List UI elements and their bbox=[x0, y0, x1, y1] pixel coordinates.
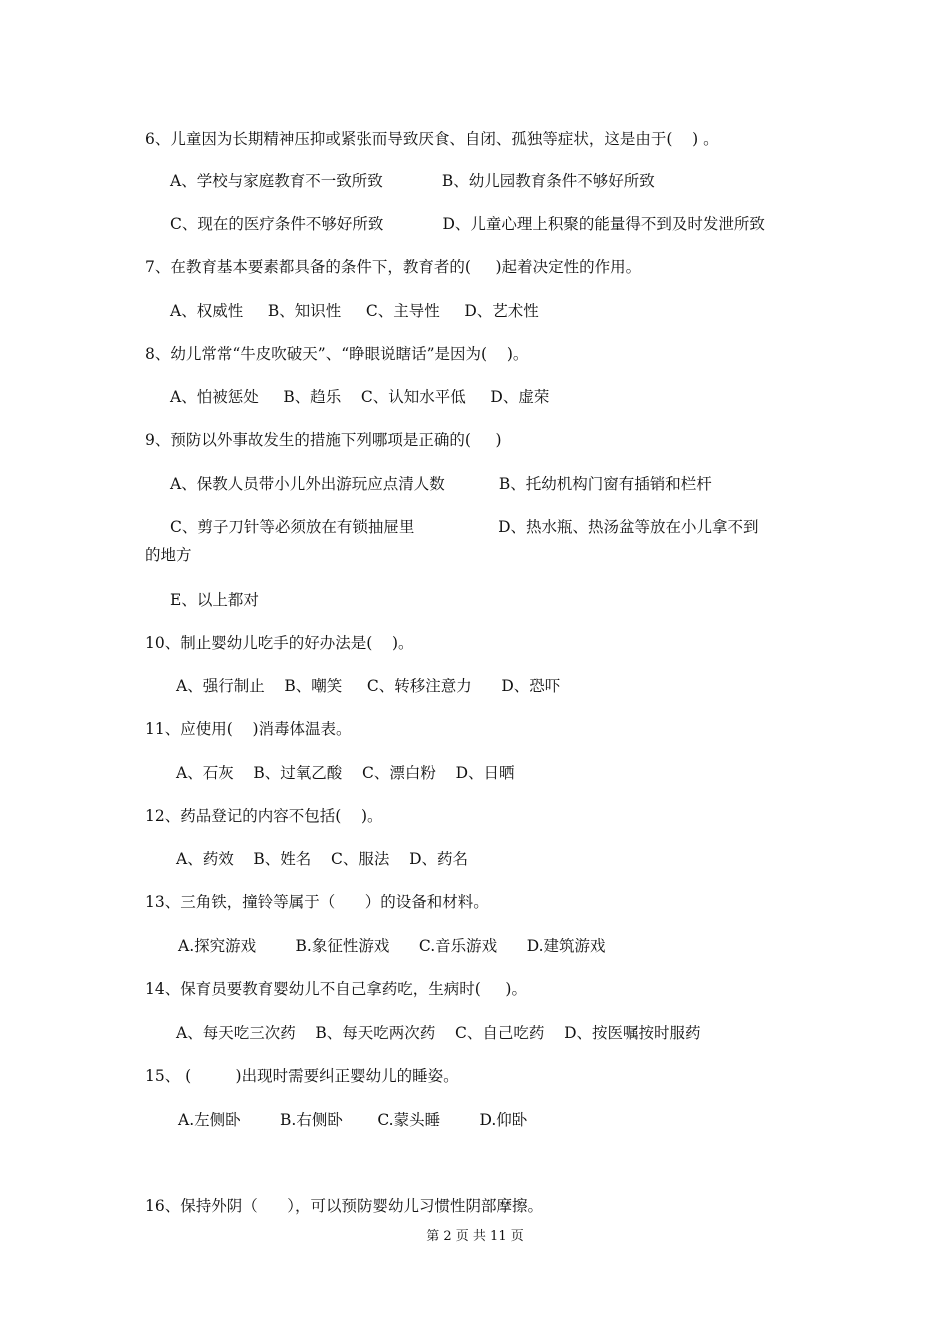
question-11: 11、应使用( )消毒体温表。 bbox=[145, 720, 352, 738]
question-7: 7、在教育基本要素都具备的条件下，教育者的( )起着决定性的作用。 bbox=[145, 258, 642, 276]
question-12-options: A、药效 B、姓名 C、服法 D、药名 bbox=[176, 850, 468, 868]
question-9-options-ab: A、保教人员带小儿外出游玩应点清人数 B、托幼机构门窗有插销和栏杆 bbox=[170, 475, 712, 493]
question-10: 10、制止婴幼儿吃手的好办法是( )。 bbox=[145, 634, 414, 652]
question-10-options: A、强行制止 B、嘲笑 C、转移注意力 D、恐吓 bbox=[176, 677, 561, 695]
question-13-options: A.探究游戏 B.象征性游戏 C.音乐游戏 D.建筑游戏 bbox=[178, 937, 606, 955]
question-15-options: A.左侧卧 B.右侧卧 C.蒙头睡 D.仰卧 bbox=[178, 1111, 528, 1129]
question-9-options-cd: C、剪子刀针等必须放在有锁抽屉里 D、热水瓶、热汤盆等放在小儿拿不到 bbox=[170, 518, 759, 536]
question-12: 12、药品登记的内容不包括( )。 bbox=[145, 807, 383, 825]
question-7-options: A、权威性 B、知识性 C、主导性 D、艺术性 bbox=[170, 302, 539, 320]
question-16: 16、保持外阴（ ），可以预防婴幼儿习惯性阴部摩擦。 bbox=[145, 1197, 544, 1215]
question-15: 15、 ( )出现时需要纠正婴幼儿的睡姿。 bbox=[145, 1067, 459, 1085]
question-6-options-ab: A、学校与家庭教育不一致所致 B、幼儿园教育条件不够好所致 bbox=[170, 172, 655, 190]
page-footer: 第 2 页 共 11 页 bbox=[426, 1229, 524, 1244]
question-13: 13、三角铁，撞铃等属于（ ）的设备和材料。 bbox=[145, 893, 489, 911]
question-6-options-cd: C、现在的医疗条件不够好所致 D、儿童心理上积聚的能量得不到及时发泄所致 bbox=[170, 215, 765, 233]
question-9-options-cd-wrap: 的地方 bbox=[145, 546, 192, 564]
question-11-options: A、石灰 B、过氧乙酸 C、漂白粉 D、日晒 bbox=[176, 764, 515, 782]
question-8-options: A、怕被惩处 B、趋乐 C、认知水平低 D、虚荣 bbox=[170, 388, 550, 406]
question-6: 6、儿童因为长期精神压抑或紧张而导致厌食、自闭、孤独等症状，这是由于( ) 。 bbox=[145, 130, 719, 148]
question-8: 8、幼儿常常“牛皮吹破天”、“睁眼说瞎话”是因为( )。 bbox=[145, 345, 529, 363]
question-14-options: A、每天吃三次药 B、每天吃两次药 C、自己吃药 D、按医嘱按时服药 bbox=[176, 1024, 701, 1042]
question-14: 14、保育员要教育婴幼儿不自己拿药吃，生病时( )。 bbox=[145, 980, 527, 998]
question-9: 9、预防以外事故发生的措施下列哪项是正确的( ) bbox=[145, 431, 502, 449]
question-9-option-e: E、以上都对 bbox=[170, 591, 259, 609]
